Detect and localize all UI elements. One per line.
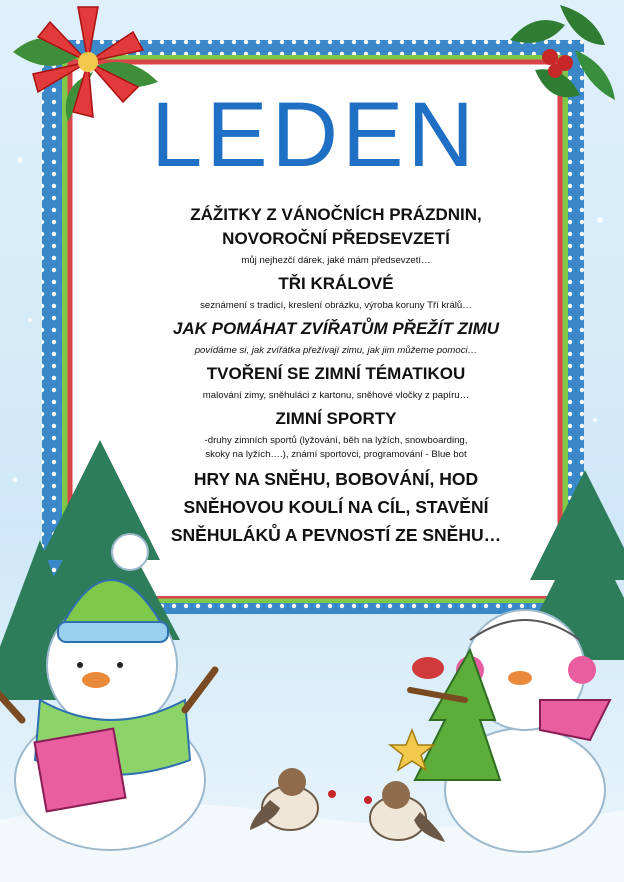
final-heading-line: SNĚHOVOU KOULÍ NA CÍL, STAVĚNÍ — [183, 497, 489, 517]
section-description: -druhy zimních sportů (lyžování, běh na lyžích, snowboarding, — [204, 435, 468, 446]
program-content — [150, 203, 522, 548]
section-description: skoky na lyžích….), známí sportovci, programování - Blue bot — [205, 449, 467, 460]
section-description: malování zimy, sněhuláci z kartonu, sněhové vločky z papíru… — [202, 390, 470, 401]
final-heading-line: HRY NA SNĚHU, BOBOVÁNÍ, HOD — [193, 469, 479, 489]
page-title: LEDEN — [151, 84, 478, 186]
section-heading: TVOŘENÍ SE ZIMNÍ TÉMATIKOU — [206, 364, 466, 383]
section-heading: TŘI KRÁLOVÉ — [278, 274, 394, 293]
section-heading: NOVOROČNÍ PŘEDSEVZETÍ — [222, 229, 450, 248]
section-description: seznámení s tradicí, kreslení obrázku, výroba koruny Tří králů… — [200, 300, 472, 311]
section-heading: JAK POMÁHAT ZVÍŘATŮM PŘEŽÍT ZIMU — [172, 319, 500, 338]
section-heading: ZÁŽITKY Z VÁNOČNÍCH PRÁZDNIN, — [190, 205, 482, 224]
section-description: povídáme si, jak zvířátka přežívají zimu, jak jim můžeme pomoci… — [194, 345, 478, 356]
section-heading: ZIMNÍ SPORTY — [275, 409, 397, 428]
final-heading-line: SNĚHULÁKŮ A PEVNOSTÍ ZE SNĚHU… — [170, 525, 502, 545]
section-description: můj nejhezčí dárek, jaké mám předsevzetí… — [241, 255, 431, 266]
